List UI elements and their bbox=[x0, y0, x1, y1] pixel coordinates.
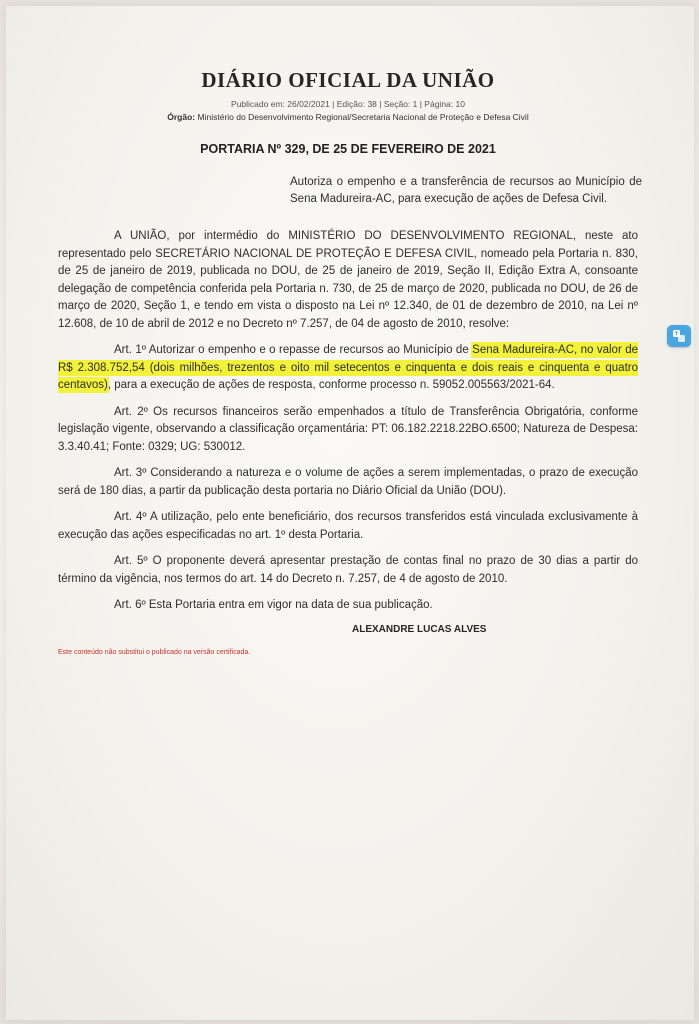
preamble-paragraph: A UNIÃO, por intermédio do MINISTÉRIO DO DESENVOLVIMENTO REGIONAL, neste ato representado pelo SECRETÁRIO NACIONAL DE PROTEÇÃO E DEFESA CIVIL, nomeado pela Portaria n. 830, de 25 de janeiro de 2019, publicada no DOU, de 25 de janeiro de 2019, Seção II, Edição Extra A, consoante delegação de competência conferida pela Portaria n. 730, de 25 de março de 2020, publicada no DOU, de 26 de março de 2020, Seção 1, e tendo em vista o disposto na Lei nº 12.340, de 01 de dezembro de 2010, na Lei nº 12.608, de 10 de abril de 2012 e no Decreto nº 7.257, de 04 de agosto de 2010, resolve: bbox=[58, 230, 638, 330]
certification-disclaimer: Este conteúdo não substitui o publicado na versão certificada. bbox=[58, 648, 251, 656]
article-1-text-end: , para a execução de ações de resposta, conforme processo n. 59052.005563/2021-64. bbox=[107, 379, 555, 391]
translate-icon bbox=[672, 329, 686, 343]
signature-name: ALEXANDRE LUCAS ALVES bbox=[352, 623, 487, 635]
article-2: Art. 2º Os recursos financeiros serão empenhados a título de Transferência Obrigatória, conforme legislação vigente, observando a classificação orçamentária: PT: 06.182.2218.22BO.6500; Natureza de Despesa: 3.3.40.41; Fonte: 0329; UG: 530012. bbox=[58, 405, 638, 453]
document-content bbox=[58, 68, 642, 656]
publication-meta: Publicado em: 26/02/2021 | Edição: 38 | Seção: 1 | Página: 10 bbox=[231, 99, 465, 109]
portaria-ementa: Autoriza o empenho e a transferência de recursos ao Município de Sena Madureira-AC, para execução de ações de Defesa Civil. bbox=[290, 176, 642, 205]
publication-title: DIÁRIO OFICIAL DA UNIÃO bbox=[201, 68, 495, 92]
document-page bbox=[6, 6, 694, 1020]
article-5: Art. 5º O proponente deverá apresentar prestação de contas final no prazo de 30 dias a partir do término da vigência, nos termos do art. 14 do Decreto n. 7.257, de 4 de agosto de 2010. bbox=[58, 555, 638, 585]
portaria-title: PORTARIA Nº 329, DE 25 DE FEVEREIRO DE 2021 bbox=[200, 142, 496, 156]
article-6: Art. 6º Esta Portaria entra em vigor na data de sua publicação. bbox=[114, 599, 433, 611]
highlighted-amount: Sena Madureira-AC, no valor de R$ 2.308.752,54 (dois milhões, trezentos e oito mil setecentos e cinquenta e dois reais e cinquenta e quatro centavos) bbox=[58, 344, 638, 391]
article-1-text-start: Art. 1º Autorizar o empenho e o repasse de recursos ao Município de bbox=[114, 344, 473, 356]
orgao-value: Ministério do Desenvolvimento Regional/Secretaria Nacional de Proteção e Defesa Civil bbox=[197, 112, 529, 122]
article-3: Art. 3º Considerando a natureza e o volume de ações a serem implementadas, o prazo de execução será de 180 dias, a partir da publicação desta portaria no Diário Oficial da União (DOU). bbox=[58, 467, 638, 497]
article-4: Art. 4º A utilização, pelo ente beneficiário, dos recursos transferidos está vinculada exclusivamente à execução das ações especificadas no art. 1º desta Portaria. bbox=[58, 511, 638, 541]
orgao-label: Órgão: bbox=[167, 112, 196, 122]
publication-orgao bbox=[58, 112, 638, 122]
translate-button[interactable] bbox=[667, 325, 691, 347]
article-1 bbox=[58, 342, 638, 395]
